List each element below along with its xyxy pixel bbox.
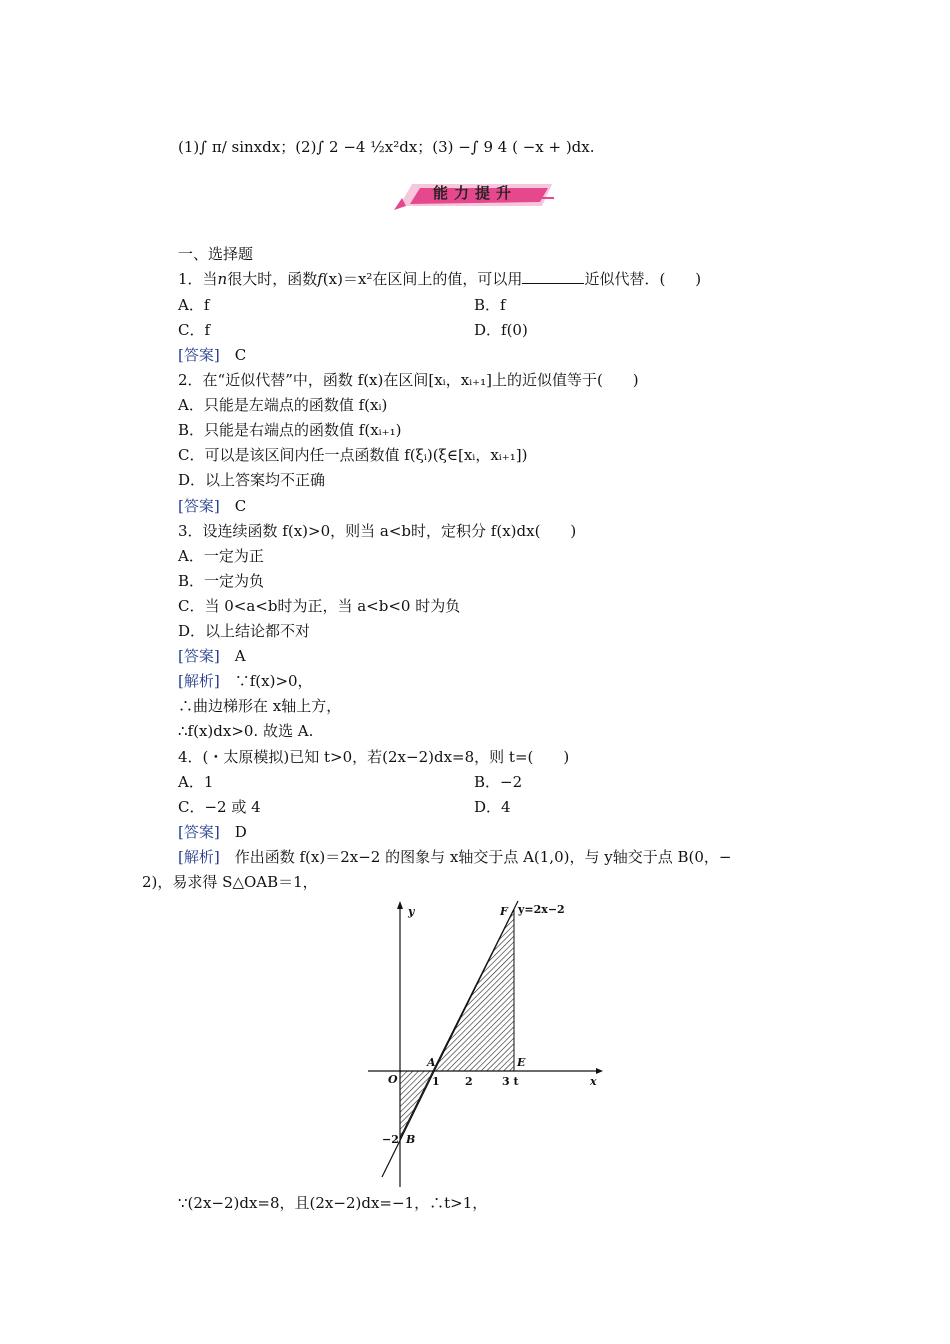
x-axis-arrow-icon (596, 1068, 603, 1074)
y-axis-arrow-icon (397, 901, 403, 909)
q3-analysis-3: ∴f(x)dx>0. 故选 A. (178, 722, 314, 740)
q3-option-a: A．一定为正 (178, 547, 264, 565)
point-b-label: B (406, 1133, 416, 1146)
q4-option-d: D．4 (474, 798, 511, 816)
tick-2-label: 2 (465, 1075, 473, 1088)
x-axis-label: x (590, 1075, 597, 1088)
tick-1-label: 1 (432, 1075, 440, 1088)
point-e-label: E (517, 1056, 526, 1069)
q4-option-a: A．1 (178, 773, 214, 791)
q1-option-d: D．f(0) (474, 321, 528, 339)
q4-analysis-3: ∵(2x−2)dx=8，且(2x−2)dx=−1，∴t>1， (178, 1194, 488, 1212)
point-f-label: F (500, 905, 508, 918)
point-o-label: O (388, 1073, 398, 1086)
q3-analysis-2: ∴曲边梯形在 x轴上方， (178, 697, 342, 715)
q2-option-a: A．只能是左端点的函数值 f(xᵢ) (178, 396, 388, 414)
curve-label: y=2x−2 (518, 903, 565, 916)
q4-analysis-1: [解析] 作出函数 f(x)＝2x−2 的图象与 x轴交于点 A(1,0)，与 y轴交于点 B(0，− (178, 848, 732, 866)
y-axis-label: y (408, 905, 415, 918)
q2-stem: 2．在“近似代替”中，函数 f(x)在区间[xᵢ，xᵢ₊₁]上的近似值等于( ) (178, 371, 639, 389)
q1-stem: 1．当n很大时，函数f(x)＝x²在区间上的值，可以用 近似代替．( ) (178, 270, 702, 288)
q3-option-c: C．当 0<a<b时为正，当 a<b<0 时为负 (178, 597, 461, 615)
q3-analysis-1: [解析] ∵f(x)>0， (178, 672, 313, 690)
q2-option-c: C．可以是该区间内任一点函数值 f(ξᵢ)(ξ∈[xᵢ，xᵢ₊₁]) (178, 446, 528, 464)
graph-svg (368, 895, 608, 1190)
q1-option-a: A．f (178, 296, 210, 314)
q2-answer: [答案] C (178, 497, 247, 515)
q4-option-b: B．−2 (474, 773, 523, 791)
q4-stem: 4．(・太原模拟)已知 t>0，若(2x−2)dx=8，则 t=( ) (178, 748, 570, 766)
function-graph-figure (368, 895, 608, 1190)
q1-option-b: B．f (474, 296, 506, 314)
point-a-label: A (427, 1056, 436, 1069)
section-heading: 一、选择题 (178, 245, 254, 263)
q2-option-b: B．只能是右端点的函数值 f(xᵢ₊₁) (178, 421, 402, 439)
q2-option-d: D．以上答案均不正确 (178, 471, 326, 489)
q1-option-c: C．f (178, 321, 211, 339)
q3-answer: [答案] A (178, 647, 246, 665)
section-banner (392, 180, 558, 210)
q1-answer: [答案] C (178, 346, 247, 364)
q4-analysis-2: 2)，易求得 S△OAB＝1， (142, 873, 318, 891)
q3-stem: 3．设连续函数 f(x)>0，则当 a<b时，定积分 f(x)dx( ) (178, 522, 577, 540)
q4-answer: [答案] D (178, 823, 247, 841)
tick-3t-label: 3 t (502, 1075, 519, 1088)
tick-neg2-label: −2 (382, 1133, 399, 1146)
section-banner-text: 能力提升 (432, 184, 517, 202)
shaded-triangle-oab (400, 1071, 433, 1138)
q3-option-d: D．以上结论都不对 (178, 622, 311, 640)
top-exercise: (1)∫ π/ sinxdx；(2)∫ 2 −4 ½x²dx；(3) −∫ 9 4 ( −x + )dx. (178, 138, 595, 156)
answer-blank (522, 269, 584, 284)
q3-option-b: B．一定为负 (178, 572, 265, 590)
q4-option-c: C．−2 或 4 (178, 798, 261, 816)
